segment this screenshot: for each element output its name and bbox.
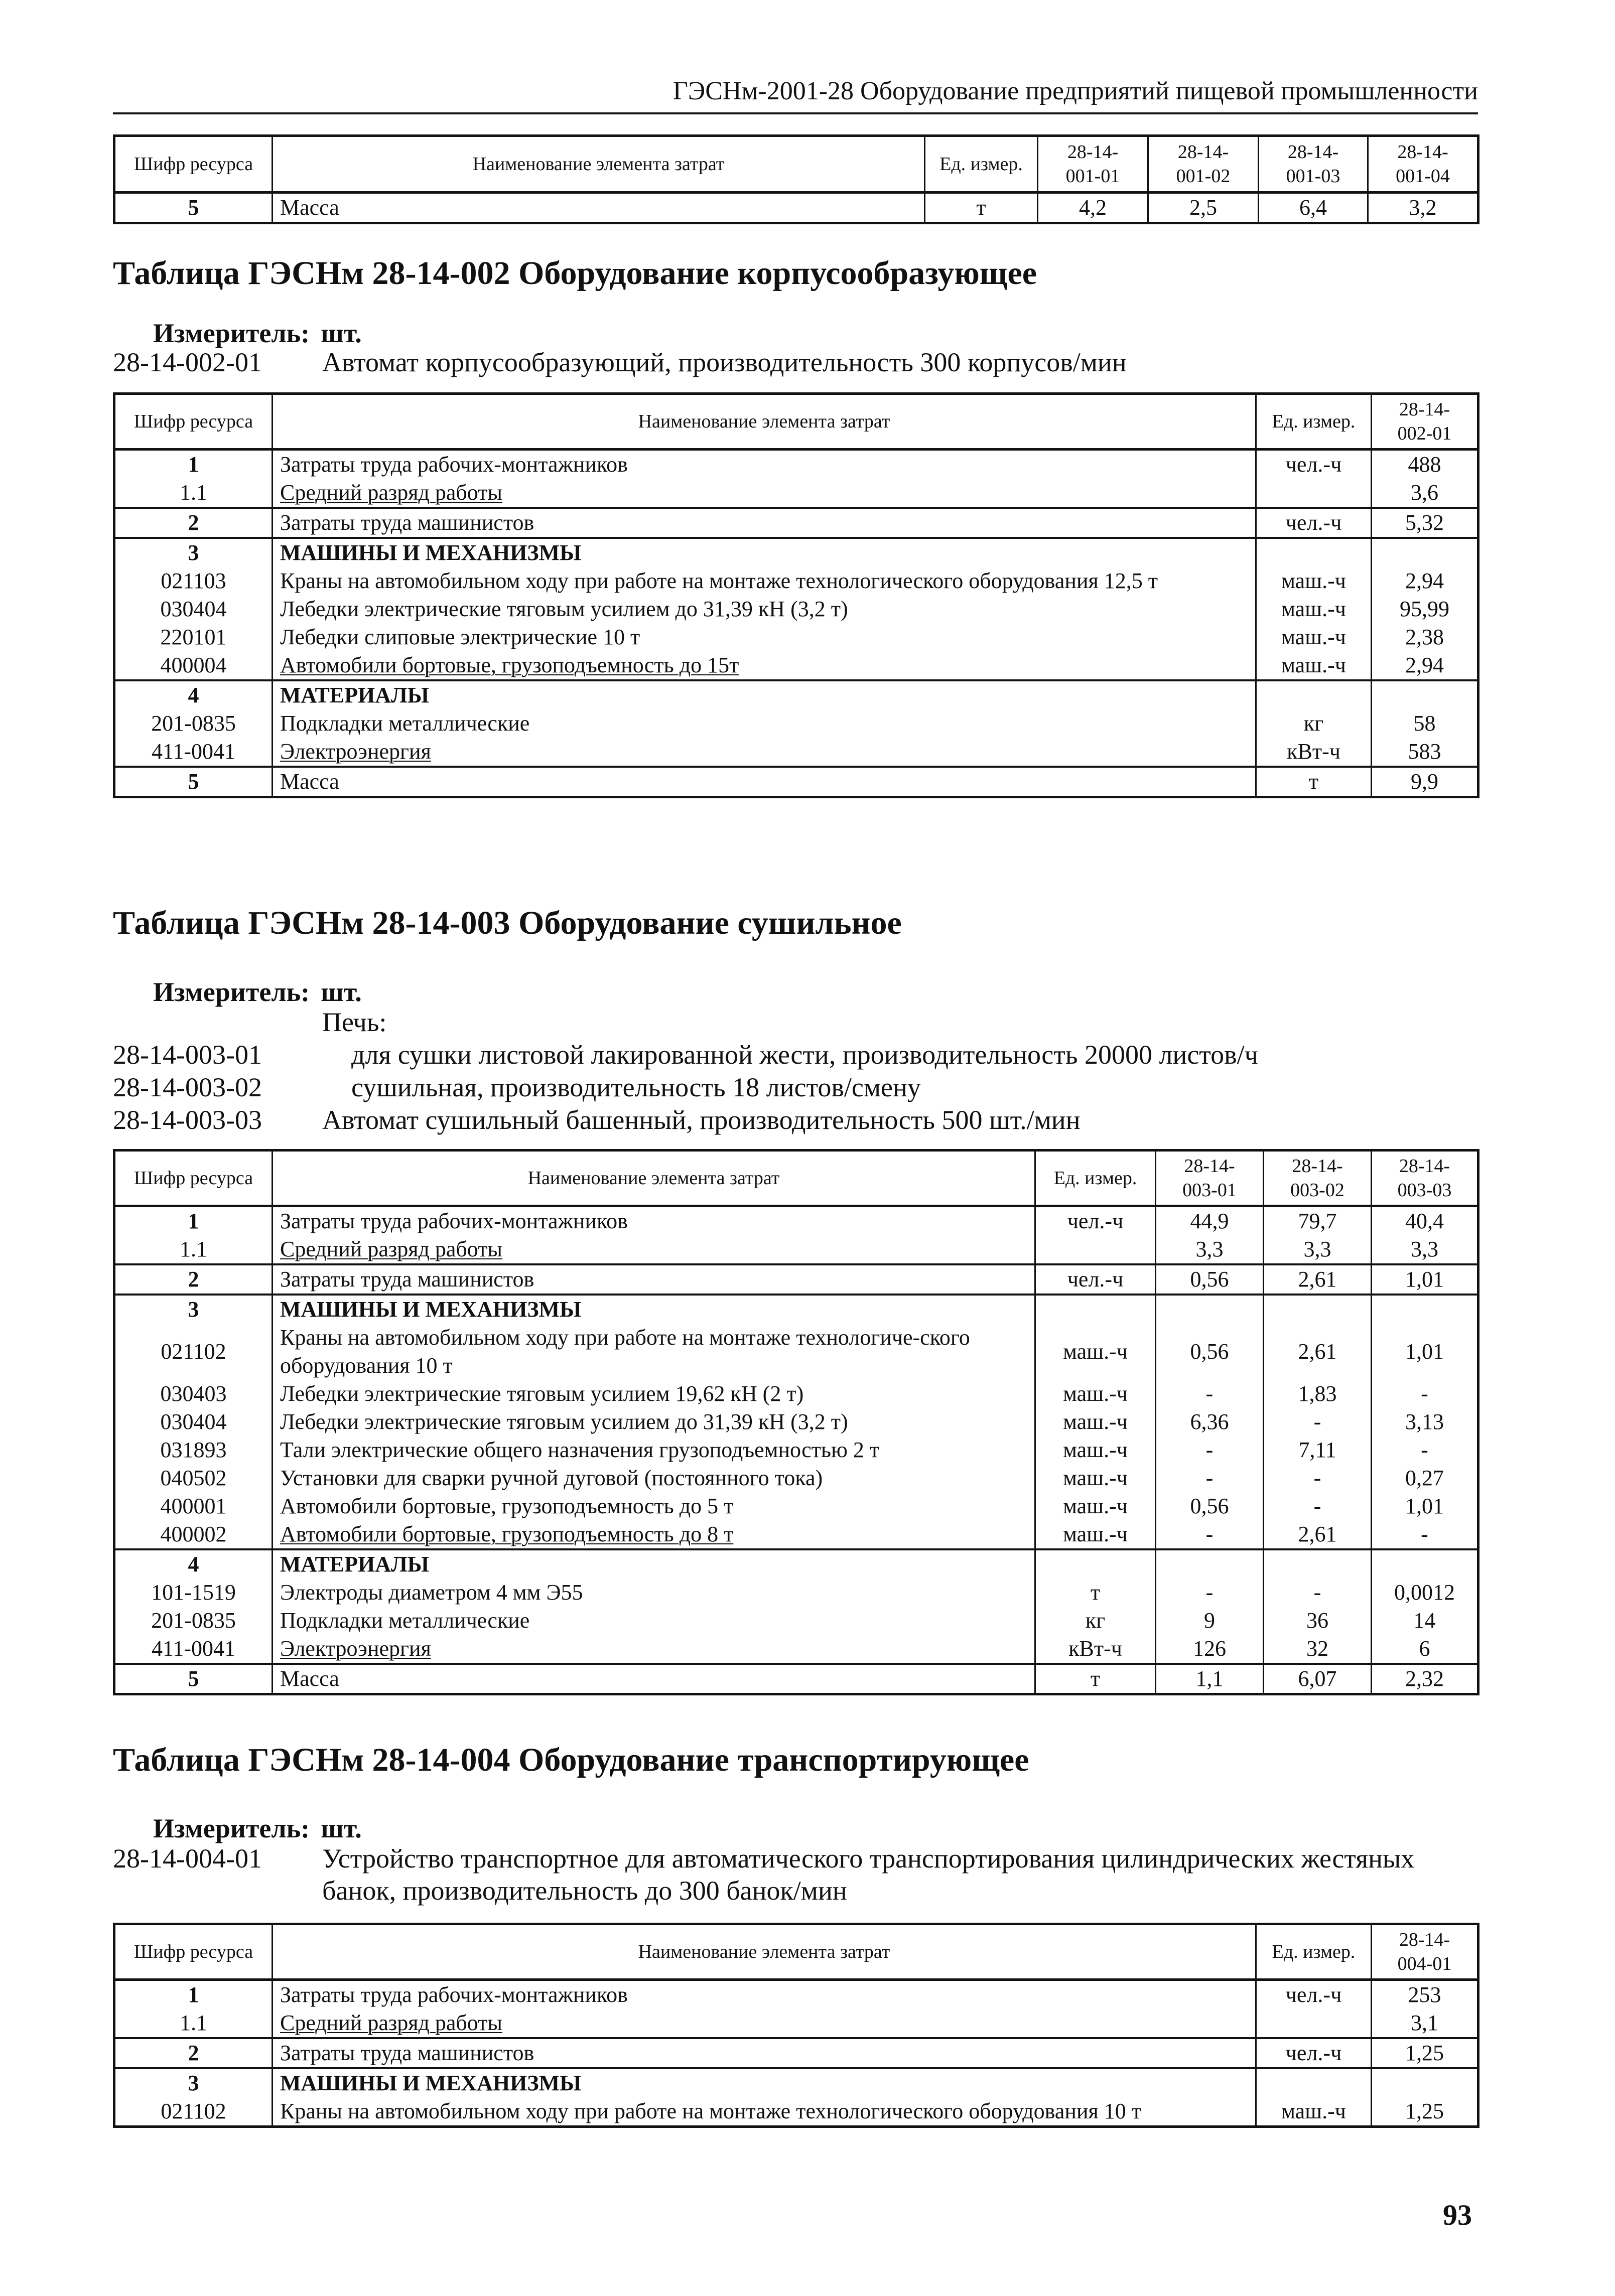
- col-header-unit: Ед. измер.: [1256, 1924, 1372, 1980]
- row-code: 5: [114, 767, 273, 797]
- row-value: 14: [1372, 1607, 1478, 1635]
- item-description: Автомат сушильный башенный, производительность 500 шт./мин: [322, 1105, 1081, 1135]
- row-name: Автомобили бортовые, грузоподъемность до 5 т: [273, 1492, 1035, 1520]
- row-value: 6,07: [1264, 1664, 1372, 1694]
- row-unit: [1256, 680, 1372, 709]
- row-code: 2: [114, 508, 273, 538]
- row-code: 040502: [114, 1464, 273, 1492]
- row-value: 583: [1372, 738, 1478, 767]
- row-value: 1,01: [1372, 1324, 1478, 1380]
- row-name: Масса: [273, 1664, 1035, 1694]
- row-name: Автомобили бортовые, грузоподъемность до 8 т: [280, 1522, 734, 1546]
- row-code: 400001: [114, 1492, 273, 1520]
- row-unit: т: [925, 193, 1038, 223]
- row-code: 220101: [114, 623, 273, 651]
- item-description: сушильная, производительность 18 листов/смену: [351, 1072, 921, 1102]
- row-value: 79,7: [1264, 1206, 1372, 1236]
- row-unit: маш.-ч: [1035, 1324, 1156, 1380]
- row-code: 5: [114, 193, 273, 223]
- row-code: 1: [114, 1980, 273, 2010]
- item-code: 28-14-004-01: [113, 1843, 262, 1874]
- page-number: 93: [1443, 2199, 1472, 2231]
- row-name: Электроэнергия: [280, 1636, 431, 1661]
- table-001-continuation: [113, 134, 1479, 224]
- row-unit: маш.-ч: [1256, 2097, 1372, 2127]
- row-value: 2,61: [1264, 1520, 1372, 1549]
- row-unit: [1256, 479, 1372, 508]
- row-name: Масса: [273, 767, 1256, 797]
- row-value: 9: [1156, 1607, 1264, 1635]
- row-code: 3: [114, 1295, 273, 1324]
- row-code: 1.1: [114, 479, 273, 508]
- row-name: Электроды диаметром 4 мм Э55: [273, 1578, 1035, 1607]
- row-value: 7,11: [1264, 1436, 1372, 1464]
- item-description: Автомат корпусообразующий, производительность 300 корпусов/мин: [322, 347, 1127, 377]
- table-003: [113, 1149, 1479, 1695]
- row-name: Средний разряд работы: [280, 1237, 502, 1261]
- row-unit: [1035, 1235, 1156, 1264]
- row-unit: чел.-ч: [1256, 508, 1372, 538]
- table-002-title: Таблица ГЭСНм 28-14-002 Оборудование корпусообразующее: [113, 255, 1037, 292]
- row-value: 5,32: [1372, 508, 1478, 538]
- row-value: 2,94: [1372, 567, 1478, 595]
- table-002-measure: [153, 317, 362, 349]
- row-value: 44,9: [1156, 1206, 1264, 1236]
- row-value: [1156, 1549, 1264, 1578]
- row-value: [1264, 1295, 1372, 1324]
- row-value: 1,25: [1372, 2038, 1478, 2068]
- row-value: 0,27: [1372, 1464, 1478, 1492]
- row-unit: маш.-ч: [1035, 1492, 1156, 1520]
- row-value: 1,1: [1156, 1664, 1264, 1694]
- row-value: 3,1: [1372, 2009, 1478, 2038]
- row-value: 1,83: [1264, 1380, 1372, 1408]
- item-code: 28-14-003-02: [113, 1072, 262, 1102]
- row-code: 031893: [114, 1436, 273, 1464]
- table-004: [113, 1923, 1479, 2128]
- table-004-title: Таблица ГЭСНм 28-14-004 Оборудование транспортирующее: [113, 1742, 1029, 1778]
- row-value: -: [1156, 1464, 1264, 1492]
- measure-label: Измеритель:: [153, 318, 310, 348]
- row-value: 6: [1372, 1635, 1478, 1664]
- row-name: Средний разряд работы: [280, 480, 502, 505]
- row-name: Масса: [273, 193, 925, 223]
- table-003-measure: [153, 976, 362, 1008]
- measure-value: шт.: [321, 318, 362, 348]
- row-unit: кВт-ч: [1256, 738, 1372, 767]
- row-code: 2: [114, 1264, 273, 1295]
- row-code: 201-0835: [114, 709, 273, 738]
- row-value: 2,94: [1372, 651, 1478, 680]
- row-name: Тали электрические общего назначения грузоподъемностью 2 т: [273, 1436, 1035, 1464]
- measure-value: шт.: [321, 977, 362, 1007]
- row-unit: маш.-ч: [1256, 651, 1372, 680]
- row-value: -: [1372, 1436, 1478, 1464]
- row-value: [1156, 1295, 1264, 1324]
- row-value: 0,0012: [1372, 1578, 1478, 1607]
- row-value: 6,4: [1259, 193, 1368, 223]
- row-unit: чел.-ч: [1256, 2038, 1372, 2068]
- row-value: 95,99: [1372, 595, 1478, 623]
- section-heading: МАШИНЫ И МЕХАНИЗМЫ: [273, 1295, 1035, 1324]
- row-value: -: [1372, 1520, 1478, 1549]
- row-name: Затраты труда рабочих-монтажников: [273, 1980, 1256, 2010]
- row-unit: [1035, 1295, 1156, 1324]
- section-heading: МАШИНЫ И МЕХАНИЗМЫ: [273, 538, 1256, 567]
- row-name: Затраты труда машинистов: [273, 1264, 1035, 1295]
- row-value: [1264, 1549, 1372, 1578]
- row-unit: т: [1035, 1578, 1156, 1607]
- row-value: 126: [1156, 1635, 1264, 1664]
- row-value: 9,9: [1372, 767, 1478, 797]
- row-name: Затраты труда машинистов: [273, 508, 1256, 538]
- row-code: 400004: [114, 651, 273, 680]
- row-name: Затраты труда машинистов: [273, 2038, 1256, 2068]
- row-unit: маш.-ч: [1256, 595, 1372, 623]
- row-unit: кВт-ч: [1035, 1635, 1156, 1664]
- col-header-rate: 28-14- 001-04: [1368, 136, 1478, 193]
- row-code: 4: [114, 1549, 273, 1578]
- row-value: -: [1264, 1578, 1372, 1607]
- col-header-unit: Ед. измер.: [1256, 394, 1372, 450]
- row-value: [1372, 2068, 1478, 2097]
- row-name: Подкладки металлические: [273, 1607, 1035, 1635]
- row-code: 1: [114, 450, 273, 479]
- row-name: Подкладки металлические: [273, 709, 1256, 738]
- row-name: Лебедки слиповые электрические 10 т: [273, 623, 1256, 651]
- row-value: [1372, 1295, 1478, 1324]
- row-value: 2,38: [1372, 623, 1478, 651]
- row-code: 030404: [114, 1408, 273, 1436]
- row-unit: кг: [1256, 709, 1372, 738]
- row-code: 4: [114, 680, 273, 709]
- item-description: для сушки листовой лакированной жести, производительность 20000 листов/ч: [351, 1040, 1258, 1070]
- row-unit: маш.-ч: [1035, 1408, 1156, 1436]
- row-unit: кг: [1035, 1607, 1156, 1635]
- row-value: -: [1156, 1578, 1264, 1607]
- row-name: Затраты труда рабочих-монтажников: [273, 1206, 1035, 1236]
- row-value: 3,6: [1372, 479, 1478, 508]
- row-value: 1,01: [1372, 1492, 1478, 1520]
- row-value: 3,13: [1372, 1408, 1478, 1436]
- section-heading: МАТЕРИАЛЫ: [273, 1549, 1035, 1578]
- row-value: 0,56: [1156, 1492, 1264, 1520]
- col-header-rate: 28-14- 004-01: [1372, 1924, 1478, 1980]
- row-name: Затраты труда рабочих-монтажников: [273, 450, 1256, 479]
- row-code: 1.1: [114, 2009, 273, 2038]
- col-header-rate: 28-14- 003-03: [1372, 1151, 1478, 1206]
- row-name: Краны на автомобильном ходу при работе на монтаже технологического оборудования 12,5 т: [273, 567, 1256, 595]
- row-code: 411-0041: [114, 738, 273, 767]
- row-name: Лебедки электрические тяговым усилием до 31,39 кН (3,2 т): [273, 595, 1256, 623]
- row-value: 3,3: [1372, 1235, 1478, 1264]
- row-unit: чел.-ч: [1256, 1980, 1372, 2010]
- table-004-measure: [153, 1812, 362, 1844]
- col-header-name: Наименование элемента затрат: [273, 1151, 1035, 1206]
- row-value: -: [1156, 1520, 1264, 1549]
- row-name: Средний разряд работы: [280, 2011, 502, 2035]
- col-header-code: Шифр ресурса: [114, 1151, 273, 1206]
- row-value: [1372, 1549, 1478, 1578]
- row-name: Электроэнергия: [280, 739, 431, 764]
- row-unit: маш.-ч: [1035, 1436, 1156, 1464]
- row-value: 36: [1264, 1607, 1372, 1635]
- row-name: Краны на автомобильном ходу при работе на монтаже технологиче-ского оборудования 10 т: [273, 1324, 1035, 1380]
- row-code: 3: [114, 538, 273, 567]
- col-header-name: Наименование элемента затрат: [273, 394, 1256, 450]
- item-code: 28-14-003-01: [113, 1040, 262, 1070]
- col-header-rate: 28-14- 001-02: [1148, 136, 1259, 193]
- col-header-unit: Ед. измер.: [1035, 1151, 1156, 1206]
- row-name: Краны на автомобильном ходу при работе на монтаже технологического оборудования 10 т: [273, 2097, 1256, 2127]
- row-code: 030404: [114, 595, 273, 623]
- row-value: 6,36: [1156, 1408, 1264, 1436]
- row-unit: маш.-ч: [1035, 1380, 1156, 1408]
- row-code: 021102: [114, 2097, 273, 2127]
- row-name: Лебедки электрические тяговым усилием до 31,39 кН (3,2 т): [273, 1408, 1035, 1436]
- row-value: 3,3: [1156, 1235, 1264, 1264]
- row-unit: [1256, 2068, 1372, 2097]
- row-code: 411-0041: [114, 1635, 273, 1664]
- col-header-rate: 28-14- 003-01: [1156, 1151, 1264, 1206]
- row-unit: [1035, 1549, 1156, 1578]
- row-value: 58: [1372, 709, 1478, 738]
- item-code: 28-14-003-03: [113, 1105, 262, 1135]
- row-value: -: [1264, 1408, 1372, 1436]
- section-heading: МАШИНЫ И МЕХАНИЗМЫ: [273, 2068, 1256, 2097]
- row-unit: чел.-ч: [1256, 450, 1372, 479]
- row-unit: т: [1256, 767, 1372, 797]
- measure-label: Измеритель:: [153, 977, 310, 1007]
- row-value: 32: [1264, 1635, 1372, 1664]
- row-code: 5: [114, 1664, 273, 1694]
- row-code: 1: [114, 1206, 273, 1236]
- col-header-code: Шифр ресурса: [114, 394, 273, 450]
- row-value: 3,2: [1368, 193, 1478, 223]
- row-value: 2,32: [1372, 1664, 1478, 1694]
- col-header-unit: Ед. измер.: [925, 136, 1038, 193]
- item-description: Устройство транспортное для автоматического транспортирования цилиндрических жестяных банок, производительность до 300 банок/мин: [322, 1843, 1415, 1906]
- row-code: 1.1: [114, 1235, 273, 1264]
- col-header-rate: 28-14- 001-01: [1038, 136, 1148, 193]
- row-value: [1372, 680, 1478, 709]
- row-code: 201-0835: [114, 1607, 273, 1635]
- row-code: 101-1519: [114, 1578, 273, 1607]
- row-value: 1,01: [1372, 1264, 1478, 1295]
- col-header-name: Наименование элемента затрат: [273, 1924, 1256, 1980]
- row-unit: маш.-ч: [1256, 567, 1372, 595]
- row-value: 2,61: [1264, 1264, 1372, 1295]
- row-value: 40,4: [1372, 1206, 1478, 1236]
- row-unit: т: [1035, 1664, 1156, 1694]
- item-code: 28-14-002-01: [113, 347, 262, 377]
- row-unit: [1256, 538, 1372, 567]
- row-code: 021103: [114, 567, 273, 595]
- row-value: 0,56: [1156, 1324, 1264, 1380]
- col-header-name: Наименование элемента затрат: [273, 136, 925, 193]
- row-value: -: [1372, 1380, 1478, 1408]
- running-header: ГЭСНм-2001-28 Оборудование предприятий пищевой промышленности: [672, 77, 1478, 105]
- row-unit: маш.-ч: [1035, 1464, 1156, 1492]
- row-code: 030403: [114, 1380, 273, 1408]
- row-value: 3,3: [1264, 1235, 1372, 1264]
- row-value: 488: [1372, 450, 1478, 479]
- row-unit: чел.-ч: [1035, 1264, 1156, 1295]
- row-value: 0,56: [1156, 1264, 1264, 1295]
- measure-value: шт.: [321, 1813, 362, 1843]
- row-code: 021102: [114, 1324, 273, 1380]
- row-code: 400002: [114, 1520, 273, 1549]
- row-value: 4,2: [1038, 193, 1148, 223]
- row-unit: маш.-ч: [1035, 1520, 1156, 1549]
- row-value: 2,5: [1148, 193, 1259, 223]
- row-value: 1,25: [1372, 2097, 1478, 2127]
- header-rule: [113, 112, 1478, 114]
- col-header-code: Шифр ресурса: [114, 1924, 273, 1980]
- table-002: [113, 392, 1479, 798]
- row-value: 253: [1372, 1980, 1478, 2010]
- section-heading: МАТЕРИАЛЫ: [273, 680, 1256, 709]
- row-unit: чел.-ч: [1035, 1206, 1156, 1236]
- row-code: 2: [114, 2038, 273, 2068]
- row-unit: маш.-ч: [1256, 623, 1372, 651]
- col-header-code: Шифр ресурса: [114, 136, 273, 193]
- row-value: -: [1264, 1464, 1372, 1492]
- group-label: Печь:: [322, 1007, 387, 1037]
- row-unit: [1256, 2009, 1372, 2038]
- col-header-rate: 28-14- 003-02: [1264, 1151, 1372, 1206]
- col-header-rate: 28-14- 002-01: [1372, 394, 1478, 450]
- row-value: -: [1156, 1380, 1264, 1408]
- measure-label: Измеритель:: [153, 1813, 310, 1843]
- col-header-rate: 28-14- 001-03: [1259, 136, 1368, 193]
- row-value: [1372, 538, 1478, 567]
- row-value: 2,61: [1264, 1324, 1372, 1380]
- row-name: Автомобили бортовые, грузоподъемность до 15т: [280, 653, 739, 677]
- table-003-title: Таблица ГЭСНм 28-14-003 Оборудование сушильное: [113, 905, 902, 941]
- row-code: 3: [114, 2068, 273, 2097]
- row-name: Установки для сварки ручной дуговой (постоянного тока): [273, 1464, 1035, 1492]
- row-name: Лебедки электрические тяговым усилием 19,62 кН (2 т): [273, 1380, 1035, 1408]
- row-value: -: [1264, 1492, 1372, 1520]
- row-value: -: [1156, 1436, 1264, 1464]
